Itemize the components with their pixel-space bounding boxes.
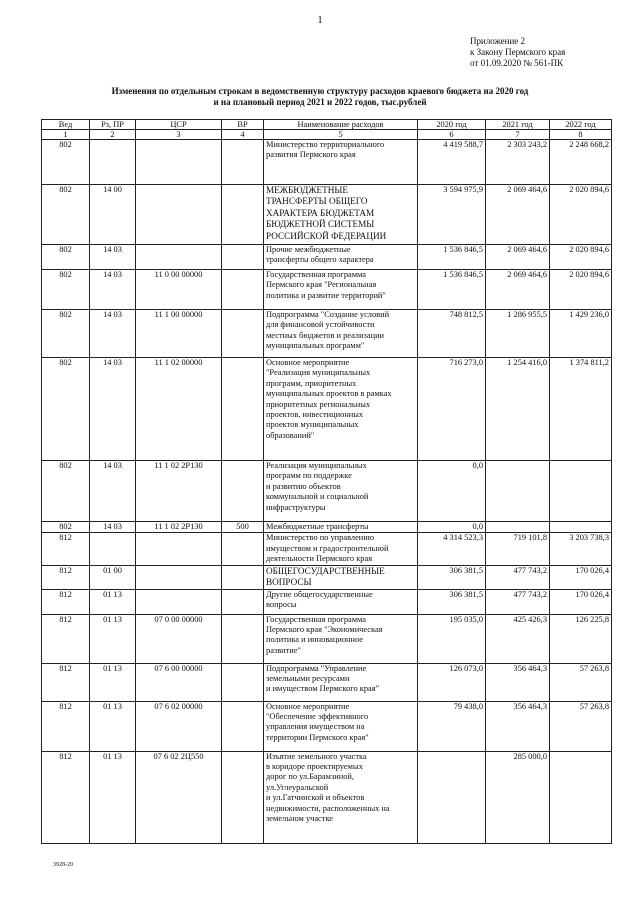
expense-name-line: Государственная программа xyxy=(266,614,367,624)
table-row xyxy=(42,701,612,751)
cell-2021: 719 101,8 xyxy=(486,533,550,565)
column-header: Рз, ПР xyxy=(90,120,136,130)
cell-2020: 306 381,5 xyxy=(418,589,486,614)
expense-name-line: земельном участке xyxy=(266,814,334,824)
expense-name-line: Подпрограмма "Управление xyxy=(266,663,367,673)
cell-2022: 1 429 236,0 xyxy=(550,310,612,358)
expense-name-line: для финансовой устойчивости xyxy=(266,320,375,330)
expense-name-line: муниципальных проектов в рамках xyxy=(266,389,392,399)
cell-ved: 812 xyxy=(42,533,90,565)
expense-name-line: образований" xyxy=(266,430,315,440)
cell-rz-pr: 01 13 xyxy=(90,701,136,751)
expense-name-line: муниципальных программ" xyxy=(266,341,365,351)
expense-name-line: программ по поддержке xyxy=(266,471,352,481)
table-row xyxy=(42,140,612,185)
expense-name-line: Основное мероприятие xyxy=(266,701,350,711)
cell-vr xyxy=(222,461,264,522)
expense-name-line: проектов, инвестиционных xyxy=(266,410,364,420)
cell-2022 xyxy=(550,751,612,843)
cell-csr: 07 6 02 00000 xyxy=(136,701,222,751)
cell-2022: 3 203 738,3 xyxy=(550,533,612,565)
cell-rz-pr: 01 13 xyxy=(90,751,136,843)
expense-name-line: развития Пермского края xyxy=(266,150,356,160)
cell-rz-pr: 01 13 xyxy=(90,663,136,701)
cell-expense-name xyxy=(264,565,418,589)
expense-name-line: коммунальной и социальной xyxy=(266,492,369,502)
cell-2020: 1 536 846,5 xyxy=(418,245,486,270)
cell-2021: 2 069 464,6 xyxy=(486,270,550,310)
cell-rz-pr: 14 00 xyxy=(90,185,136,245)
table-row xyxy=(42,614,612,663)
cell-2022: 57 263,8 xyxy=(550,701,612,751)
expense-name-line: "Реализация муниципальных xyxy=(266,368,371,378)
cell-expense-name xyxy=(264,589,418,614)
cell-csr xyxy=(136,565,222,589)
cell-2020: 716 273,0 xyxy=(418,358,486,461)
cell-ved: 812 xyxy=(42,614,90,663)
expense-name-line: Прочие межбюджетные xyxy=(266,245,351,254)
expense-name-line: развитие" xyxy=(266,645,301,655)
table-row xyxy=(42,589,612,614)
cell-2021: 356 464,3 xyxy=(486,701,550,751)
expense-name-line: Пермского края "Региональная xyxy=(266,280,377,290)
cell-2021: 2 303 243,2 xyxy=(486,140,550,185)
column-header: 2021 год xyxy=(486,120,550,130)
table-row xyxy=(42,245,612,270)
expense-name-line: Изъятие земельного участка xyxy=(266,751,367,761)
expense-name-line: ТРАНСФЕРТЫ ОБЩЕГО xyxy=(266,196,368,207)
cell-expense-name xyxy=(264,140,418,185)
column-header: 2020 год xyxy=(418,120,486,130)
cell-2020 xyxy=(418,751,486,843)
title-line: Изменения по отдельным строкам в ведомственную структуру расходов краевого бюджета на 2020 год xyxy=(111,86,529,96)
expense-name-line: "Обеспечение эффективного xyxy=(266,712,369,722)
table-body xyxy=(42,140,612,844)
cell-vr xyxy=(222,701,264,751)
cell-2021: 1 254 416,0 xyxy=(486,358,550,461)
cell-2021: 285 000,0 xyxy=(486,751,550,843)
cell-2020: 0,0 xyxy=(418,522,486,533)
table-row xyxy=(42,270,612,310)
cell-csr: 11 0 00 00000 xyxy=(136,270,222,310)
cell-ved: 802 xyxy=(42,140,90,185)
cell-2021 xyxy=(486,522,550,533)
expense-name-line: политика и инновационное xyxy=(266,635,364,645)
column-number: 4 xyxy=(222,130,264,140)
cell-vr xyxy=(222,565,264,589)
cell-rz-pr: 01 13 xyxy=(90,614,136,663)
cell-csr xyxy=(136,589,222,614)
cell-csr: 11 1 02 2Р130 xyxy=(136,461,222,522)
cell-2021: 2 069 464,6 xyxy=(486,245,550,270)
cell-2022: 2 248 668,2 xyxy=(550,140,612,185)
cell-expense-name xyxy=(264,751,418,843)
cell-csr: 11 1 00 00000 xyxy=(136,310,222,358)
cell-2022: 170 026,4 xyxy=(550,565,612,589)
expense-name-line: Подпрограмма "Создание условий xyxy=(266,310,390,319)
cell-csr xyxy=(136,140,222,185)
cell-rz-pr: 01 13 xyxy=(90,589,136,614)
cell-2020: 1 536 846,5 xyxy=(418,270,486,310)
cell-vr xyxy=(222,533,264,565)
header-row xyxy=(42,120,612,130)
column-number: 5 xyxy=(264,130,418,140)
expense-name-line: ул.Углеуральской xyxy=(266,782,329,792)
cell-rz-pr: 14 03 xyxy=(90,358,136,461)
table-row xyxy=(42,358,612,461)
cell-vr xyxy=(222,358,264,461)
expense-name-line: Пермского края "Экономическая xyxy=(266,625,383,635)
expense-name-line: Реализация муниципальных xyxy=(266,461,367,470)
cell-rz-pr xyxy=(90,140,136,185)
cell-vr xyxy=(222,140,264,185)
cell-2022: 57 263,8 xyxy=(550,663,612,701)
cell-2021: 477 743,2 xyxy=(486,565,550,589)
cell-expense-name xyxy=(264,533,418,565)
expense-name-line: Министерство по управлению xyxy=(266,533,375,543)
expense-name-line: Другие общегосударственные xyxy=(266,589,373,599)
expense-name-line: и ул.Гатчинской и объектов xyxy=(266,793,365,803)
cell-ved: 812 xyxy=(42,663,90,701)
cell-2020: 126 073,0 xyxy=(418,663,486,701)
column-header: ЦСР xyxy=(136,120,222,130)
expense-name-line: деятельности Пермского края xyxy=(266,554,373,564)
cell-vr xyxy=(222,270,264,310)
expense-name-line: ОБЩЕГОСУДАРСТВЕННЫЕ xyxy=(266,565,385,576)
column-number-row xyxy=(42,130,612,140)
expense-name-line: политика и развитие территорий" xyxy=(266,290,386,300)
cell-expense-name xyxy=(264,522,418,533)
cell-ved: 812 xyxy=(42,589,90,614)
cell-csr xyxy=(136,245,222,270)
expense-name-line: БЮДЖЕТНОЙ СИСТЕМЫ xyxy=(266,219,375,230)
cell-csr: 07 0 00 00000 xyxy=(136,614,222,663)
cell-vr xyxy=(222,310,264,358)
cell-expense-name xyxy=(264,310,418,358)
expense-name-line: и развитию объектов xyxy=(266,481,341,491)
appendix-note xyxy=(470,36,565,69)
expense-name-line: проектов муниципальных xyxy=(266,420,359,430)
column-header: Вед xyxy=(42,120,90,130)
cell-expense-name xyxy=(264,270,418,310)
cell-2021: 356 464,3 xyxy=(486,663,550,701)
expense-name-line: трансферты общего характера xyxy=(266,255,374,265)
table-row xyxy=(42,461,612,522)
expense-name-line: инфраструктуры xyxy=(266,502,326,512)
cell-expense-name xyxy=(264,614,418,663)
document-title xyxy=(40,86,600,108)
table-row xyxy=(42,751,612,843)
cell-2021: 1 286 955,5 xyxy=(486,310,550,358)
cell-2020: 3 594 975,9 xyxy=(418,185,486,245)
column-number: 6 xyxy=(418,130,486,140)
table-row xyxy=(42,310,612,358)
cell-ved: 812 xyxy=(42,751,90,843)
expense-name-line: управления имуществом на xyxy=(266,722,365,732)
column-number: 8 xyxy=(550,130,612,140)
cell-csr: 11 1 02 00000 xyxy=(136,358,222,461)
expense-name-line: программ, приоритетных xyxy=(266,378,357,388)
cell-2022: 1 374 811,2 xyxy=(550,358,612,461)
expense-name-line: Государственная программа xyxy=(266,270,367,279)
table-row xyxy=(42,533,612,565)
cell-ved: 802 xyxy=(42,358,90,461)
cell-2021: 477 743,2 xyxy=(486,589,550,614)
column-number: 2 xyxy=(90,130,136,140)
cell-rz-pr xyxy=(90,533,136,565)
cell-vr xyxy=(222,589,264,614)
expense-name-line: дорог по ул.Барамзиной, xyxy=(266,772,354,782)
cell-2020: 79 438,0 xyxy=(418,701,486,751)
cell-vr xyxy=(222,245,264,270)
table-row xyxy=(42,522,612,533)
cell-2020: 748 812,5 xyxy=(418,310,486,358)
cell-expense-name xyxy=(264,358,418,461)
expense-name-line: МЕЖБЮДЖЕТНЫЕ xyxy=(266,185,349,195)
appendix-line: Приложение 2 xyxy=(470,36,526,46)
cell-expense-name xyxy=(264,663,418,701)
title-line: и на плановый период 2021 и 2022 годов, тыс.рублей xyxy=(213,97,427,107)
cell-csr: 11 1 02 2Р130 xyxy=(136,522,222,533)
table-row xyxy=(42,565,612,589)
cell-ved: 802 xyxy=(42,245,90,270)
cell-ved: 802 xyxy=(42,185,90,245)
cell-ved: 812 xyxy=(42,701,90,751)
cell-rz-pr: 01 00 xyxy=(90,565,136,589)
column-number: 7 xyxy=(486,130,550,140)
table-row xyxy=(42,663,612,701)
expense-name-line: вопросы xyxy=(266,600,297,610)
column-number: 1 xyxy=(42,130,90,140)
cell-vr xyxy=(222,751,264,843)
cell-2022: 126 225,8 xyxy=(550,614,612,663)
cell-expense-name xyxy=(264,245,418,270)
cell-2020: 195 035,0 xyxy=(418,614,486,663)
appendix-line: от 01.09.2020 № 561-ПК xyxy=(470,58,564,68)
cell-ved: 802 xyxy=(42,310,90,358)
cell-2020: 0,0 xyxy=(418,461,486,522)
cell-2022: 170 026,4 xyxy=(550,589,612,614)
cell-csr xyxy=(136,185,222,245)
cell-2021: 425 426,3 xyxy=(486,614,550,663)
column-header: ВР xyxy=(222,120,264,130)
appendix-line: к Закону Пермского края xyxy=(470,47,566,57)
cell-ved: 802 xyxy=(42,461,90,522)
cell-2022: 2 020 894,6 xyxy=(550,245,612,270)
expense-name-line: и имуществом Пермского края" xyxy=(266,684,380,694)
cell-2021: 2 069 464,6 xyxy=(486,185,550,245)
expense-name-line: территории Пермского края" xyxy=(266,732,369,742)
expense-name-line: ВОПРОСЫ xyxy=(266,577,312,588)
expense-name-line: приоритетных региональных xyxy=(266,399,371,409)
cell-ved: 802 xyxy=(42,270,90,310)
column-number: 3 xyxy=(136,130,222,140)
cell-expense-name xyxy=(264,185,418,245)
expense-name-line: недвижимости, расположенных на xyxy=(266,803,390,813)
cell-vr xyxy=(222,185,264,245)
expense-name-line: имуществом и градостроительной xyxy=(266,543,389,553)
expense-name-line: РОССИЙСКОЙ ФЕДЕРАЦИИ xyxy=(266,230,387,241)
expense-name-line: Межбюджетные трансферты xyxy=(266,522,369,531)
column-header: Наименование расходов xyxy=(264,120,418,130)
budget-table xyxy=(41,119,612,844)
cell-csr xyxy=(136,533,222,565)
cell-rz-pr: 14 03 xyxy=(90,522,136,533)
page-number: 1 xyxy=(317,14,323,26)
cell-2020: 306 381,5 xyxy=(418,565,486,589)
cell-vr xyxy=(222,663,264,701)
cell-expense-name xyxy=(264,701,418,751)
cell-2020: 4 419 588,7 xyxy=(418,140,486,185)
document-code: 3928-20 xyxy=(53,862,73,868)
cell-2022: 2 020 894,6 xyxy=(550,185,612,245)
cell-expense-name xyxy=(264,461,418,522)
cell-csr: 07 6 00 00000 xyxy=(136,663,222,701)
cell-ved: 812 xyxy=(42,565,90,589)
cell-2022 xyxy=(550,522,612,533)
cell-csr: 07 6 02 2Ц550 xyxy=(136,751,222,843)
expense-name-line: местных бюджетов и реализации xyxy=(266,330,385,340)
column-header: 2022 год xyxy=(550,120,612,130)
expense-name-line: Основное мероприятие xyxy=(266,358,350,367)
table-row xyxy=(42,185,612,245)
cell-2020: 4 314 523,3 xyxy=(418,533,486,565)
cell-rz-pr: 14 03 xyxy=(90,310,136,358)
cell-2022 xyxy=(550,461,612,522)
cell-rz-pr: 14 03 xyxy=(90,245,136,270)
expense-name-line: в коридоре проектируемых xyxy=(266,762,363,772)
cell-2022: 2 020 894,6 xyxy=(550,270,612,310)
cell-2021 xyxy=(486,461,550,522)
expense-name-line: земельными ресурсами xyxy=(266,674,350,684)
expense-name-line: ХАРАКТЕРА БЮДЖЕТАМ xyxy=(266,207,375,218)
expense-name-line: Министерство территориального xyxy=(266,140,385,149)
cell-rz-pr: 14 03 xyxy=(90,461,136,522)
cell-ved: 802 xyxy=(42,522,90,533)
cell-rz-pr: 14 03 xyxy=(90,270,136,310)
cell-vr: 500 xyxy=(222,522,264,533)
cell-vr xyxy=(222,614,264,663)
